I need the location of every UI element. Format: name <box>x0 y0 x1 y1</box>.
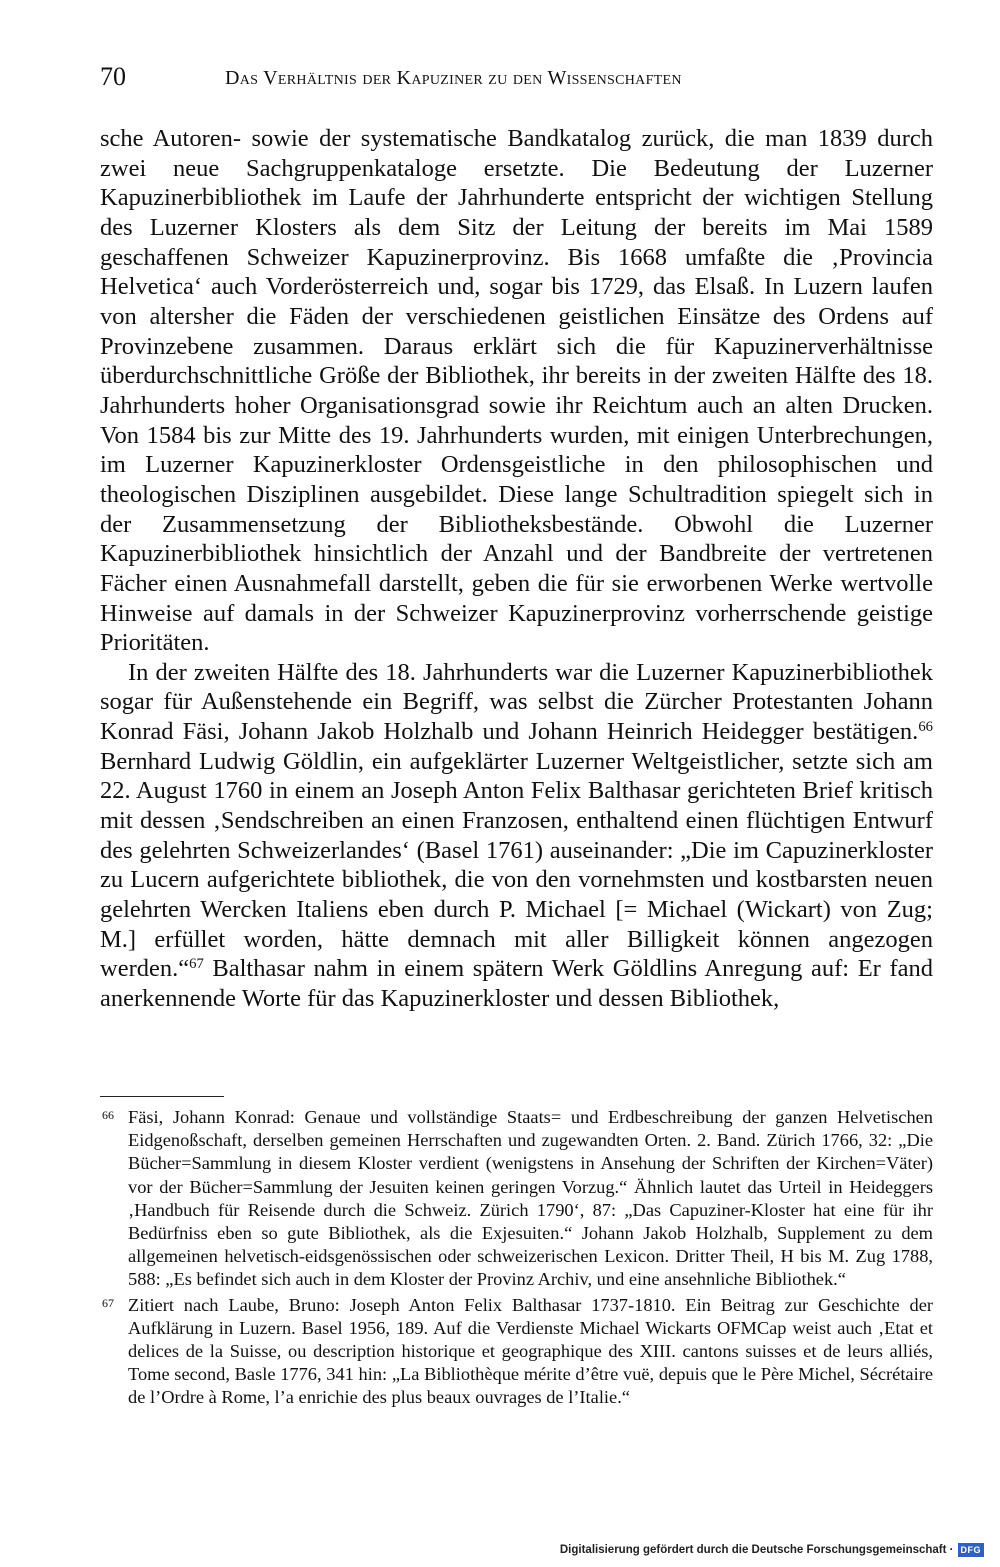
paragraph-text: Bernhard Ludwig Göldlin, ein aufgeklärter Luzerner Weltgeistlicher, setzte sich am 22. August 1760 in einem an Joseph Anton Felix Balthasar gerichteten Brief kritisch mit dessen ‚Sendschreiben an einen Franzosen, enthaltend einen flüchtigen Entwurf des gelehrten Schweizerlandes‘ (Basel 1761) auseinander: „Die im Capuzinerkloster zu Lucern aufgerichtete bibliothek, die von den vornehmsten und kostbarsten neuen gelehrten Wercken Italiens eben durch P. Michael [= Michael (Wickart) von Zug; M.] erfüllet worden, hätte demnach mit aller Billigkeit können angezogen werden.“ <box>100 747 933 983</box>
paragraph <box>100 124 933 658</box>
footnote-text: Fäsi, Johann Konrad: Genaue und vollständige Staats= und Erdbeschreibung der ganzen Helvetischen Eidgenoßschaft, derselben gemeinen Herrschaften und zugewandten Orten. 2. Band. Zürich 1766, 32: „Die Bücher=Sammlung in diesem Kloster verdient (wenigstens in Ansehung der Schriften der Kirchen=Väter) vor der Bücher=Sammlung der Jesuiten keinen geringen Vorzug.“ Ähnlich lautet das Urteil in Heideggers ‚Handbuch für Reisende durch die Schweiz. Zürich 1790‘, 87: „Das Capuziner-Kloster hat eine für ihr Bedürfniss eben so gute Bibliothek, als die Exjesuiten.“ Johann Jakob Holzhalb, Supplement zu dem allgemeinen helvetisch-eidsgenössischen oder schweizerischen Lexicon. Dritter Theil, H bis M. Zug 1788, 588: „Es befindet sich auch in dem Kloster der Provinz Archiv, und eine ansehnliche Bibliothek.“ <box>128 1107 933 1290</box>
footnotes <box>100 1106 933 1412</box>
body-text <box>100 124 933 1014</box>
paragraph <box>100 658 933 1014</box>
running-title: Das Verhältnis der Kapuziner zu den Wissenschaften <box>225 67 682 89</box>
footnote-separator <box>100 1096 224 1097</box>
paragraph-text: Balthasar nahm in einem spätern Werk Göldlins Anregung auf: Er fand anerkennende Worte für das Kapuzinerkloster und dessen Bibliothek, <box>100 955 933 1013</box>
footnote-number: 67 <box>102 1295 114 1310</box>
footnote-66 <box>100 1106 933 1292</box>
watermark-text: Digitalisierung gefördert durch die Deutsche Forschungsgemeinschaft · <box>559 1544 954 1556</box>
footnote-number: 66 <box>102 1108 114 1122</box>
dfg-watermark <box>560 1541 984 1559</box>
footnote-ref-67[interactable]: 67 <box>189 956 204 973</box>
page-header <box>100 60 933 96</box>
paragraph-text: sche Autoren- sowie der systematische Bandkatalog zurück, die man 1839 durch zwei neue Sachgruppenkataloge ersetzte. Die Bedeutung der Luzerner Kapuzinerbibliothek im Laufe der Jahrhunderte entspricht der wichtigen Stellung des Luzerner Klosters als dem Sitz der Leitung der bereits im Mai 1589 geschaffenen Schweizer Kapuzinerprovinz. Bis 1668 umfaßte die ‚Provincia Helvetica‘ auch Vorderösterreich und, sogar bis 1729, das Elsaß. In Luzern laufen von altersher die Fäden der verschiedenen geistlichen Einsätze des Ordens auf Provinzebene zusammen. Daraus erklärt sich die für Kapuzinerverhältnisse überdurchschnittliche Größe der Bibliothek, ihr bereits in der zweiten Hälfte des 18. Jahrhunderts hoher Organisationsgrad sowie ihr Reichtum auch an alten Drucken. Von 1584 bis zur Mitte des 19. Jahrhunderts wurden, mit einigen Unterbrechungen, im Luzerner Kapuzinerkloster Ordensgeistliche in den philosophischen und theologischen Disziplinen ausgebildet. Diese lange Schultradition spiegelt sich in der Zusammensetzung der Bibliotheksbestände. Obwohl die Luzerner Kapuzinerbibliothek hinsichtlich der Anzahl und der Bandbreite der vertretenen Fächer einen Ausnahmefall darstellt, geben die für sie erworbenen Werke wertvolle Hinweise auf damals in der Schweizer Kapuzinerprovinz vorherrschende geistige Prioritäten. <box>100 125 933 657</box>
paragraph-text: In der zweiten Hälfte des 18. Jahrhunderts war die Luzerner Kapuzinerbibliothek sogar für Außenstehende ein Begriff, was selbst die Zürcher Protestanten Johann Konrad Fäsi, Johann Jakob Holzhalb und Johann Heinrich Heidegger bestätigen. <box>100 658 933 746</box>
footnote-text: Zitiert nach Laube, Bruno: Joseph Anton Felix Balthasar 1737-1810. Ein Beitrag zur Geschichte der Aufklärung in Luzern. Basel 1956, 189. Auf die Verdienste Michael Wickarts OFMCap weist auch ‚Etat et delices de la Suisse, ou description historique et geographique des XIII. cantons suisses et de leurs alliés, Tome second, Basle 1776, 341 hin: „La Bibliothèque mérite d’être vuë, depuis que le Père Michel, Sécrétaire de l’Ordre à Rome, l’a enrichie des plus beaux ouvrages de l’Italie.“ <box>128 1294 933 1408</box>
footnote-67 <box>100 1294 933 1410</box>
footnote-ref-66[interactable]: 66 <box>918 719 933 736</box>
page-number: 70 <box>100 62 126 91</box>
dfg-logo-icon: DFG <box>958 1543 985 1557</box>
